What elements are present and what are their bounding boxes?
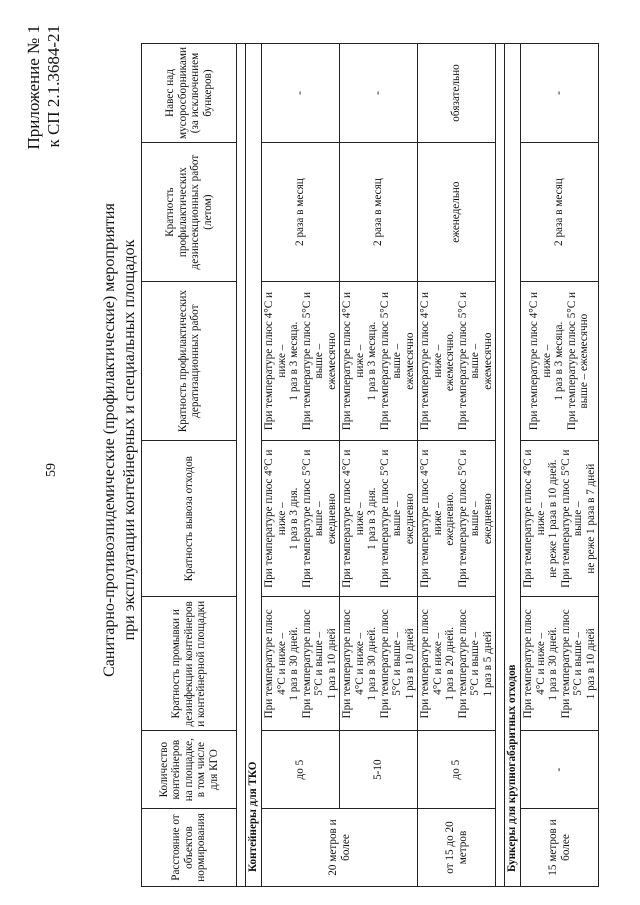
line: 1 раз в 10 дней [584,628,597,700]
table-row [340,44,418,887]
section-kgo: Бункеры для крупногабаритных отходов [505,44,521,887]
page-number: 59 [44,463,59,477]
line: 1 раз в 3 дня. [288,487,300,550]
cell-deratization [340,282,418,441]
header-deratization: Кратность профилактических дератизационных работ [142,282,237,441]
line: При температуре плюс 4°С и ниже – [263,609,288,719]
document-title [100,15,140,865]
line: При температуре плюс 5°С и выше – [300,291,325,431]
section-row [246,44,262,887]
line: При температуре плюс 5°С и выше – [300,449,325,588]
cell-count: до 5 [418,731,496,809]
cell-desinsection: еженедельно [418,143,496,282]
line: не реже 1 раза в 7 дней [584,463,597,574]
line: При температуре плюс 4°С и ниже – [419,291,444,431]
cell-desinsection: 2 раза в месяц [262,143,340,282]
line: 1 раз в 3 месяца. [553,321,566,401]
line: 1 раз в 20 дней. [444,627,456,701]
line: При температуре плюс 5°С и выше – [378,449,403,588]
line: При температуре плюс 4°С и ниже – [522,449,547,588]
line: 1 раз в 30 дней. [547,627,559,701]
table-header-row [142,44,237,887]
cell-removal [262,441,340,597]
cell-deratization [418,282,496,441]
line: При температуре плюс 4°С и ниже – [419,449,444,588]
line: При температуре плюс 4°С и ниже – [528,291,553,431]
table-row [418,44,496,887]
header-count: Количество контейнеров на площадке, в том числе для КГО [142,731,237,809]
line: ежедневно [481,493,494,545]
header-desinsection: Кратность профилактических дезинсекционных работ (летом) [142,143,237,282]
cell-wash [340,597,418,731]
cell-distance: 15 метров и более [521,809,599,887]
title-line-2: при эксплуатации контейнерных и специальных площадок [121,239,138,641]
line: 1 раз в 10 дней [403,628,416,700]
cell-count: 5-10 [340,731,418,809]
cell-distance: 20 метров и более [262,809,418,887]
measures-table [141,43,599,887]
cell-wash [262,597,340,731]
line: При температуре плюс 5°С и выше – [456,609,481,719]
header-removal: Кратность вывоза отходов [142,441,237,597]
cell-canopy: - [521,44,599,143]
cell-desinsection: 2 раза в месяц [521,143,599,282]
line: При температуре плюс 5°С и выше – [456,449,481,588]
cell-canopy: обязательно [418,44,496,143]
line: При температуре плюс 5°С и выше – ежемесячно [565,291,591,431]
line: 1 раз в 5 дней [481,631,494,697]
cell-wash [418,597,496,731]
title-line-1: Санитарно-противоэпидемические (профилактические) мероприятия [101,203,118,677]
line: 1 раз в 30 дней. [366,627,378,701]
line: ежедневно [325,493,338,545]
line: 1 раз в 10 дней [325,628,338,700]
line: При температуре плюс 4°С и ниже – [419,609,444,719]
cell-distance: от 15 до 20 метров [418,809,496,887]
cell-count: до 5 [262,731,340,809]
cell-wash [521,597,599,731]
header-canopy: Навес над мусоросборниками (за исключением бункеров) [142,44,237,143]
line: ежемесячно [325,332,338,390]
line: При температуре плюс 5°С и выше – [378,609,403,719]
cell-canopy: - [262,44,340,143]
blank-row [496,44,505,887]
line: При температуре плюс 4°С и ниже – [341,449,366,588]
header-wash: Кратность промывки и дезинфекции контейнеров и контейнерной площадки [142,597,237,731]
line: ежемесячно [403,332,416,390]
line: 1 раз в 30 дней. [288,627,300,701]
cell-removal [418,441,496,597]
line: При температуре плюс 4°С и ниже – [263,291,288,431]
table-row [521,44,599,887]
cell-canopy: - [340,44,418,143]
line: При температуре плюс 5°С и выше – [559,609,584,719]
line: ежемесячно [481,332,494,390]
section-tko: Контейнеры для ТКО [246,44,262,887]
line: ежемесячно. [444,331,456,392]
line: При температуре плюс 4°С и ниже – [341,291,366,431]
cell-removal [340,441,418,597]
line: 1 раз в 3 дня. [366,487,378,550]
line: При температуре плюс 4°С и ниже – [341,609,366,719]
cell-deratization [521,282,599,441]
line: ежедневно. [444,491,456,546]
cell-desinsection: 2 раза в месяц [340,143,418,282]
line: При температуре плюс 5°С и выше – [378,291,403,431]
line: При температуре плюс 4°С и ниже – [522,609,547,719]
line: При температуре плюс 5°С и выше – [559,449,584,588]
line: 1 раз в 3 месяца. [288,321,300,401]
appendix-label [24,25,64,225]
cell-deratization [262,282,340,441]
line: ежедневно [403,493,416,545]
line: При температуре плюс 5°С и выше – [456,291,481,431]
line: 1 раз в 3 месяца. [366,321,378,401]
table-row [262,44,340,887]
line: не реже 1 раза в 10 дней. [547,459,559,578]
line: При температуре плюс 4°С и ниже – [263,449,288,588]
appendix-line-1: Приложение № 1 [24,25,43,150]
appendix-line-2: к СП 2.1.3684-21 [44,25,63,148]
cell-removal [521,441,599,597]
cell-count: - [521,731,599,809]
line: При температуре плюс 5°С и выше – [300,609,325,719]
header-distance: Расстояние от объектов нормирования [142,809,237,887]
blank-row [237,44,246,887]
section-row [505,44,521,887]
